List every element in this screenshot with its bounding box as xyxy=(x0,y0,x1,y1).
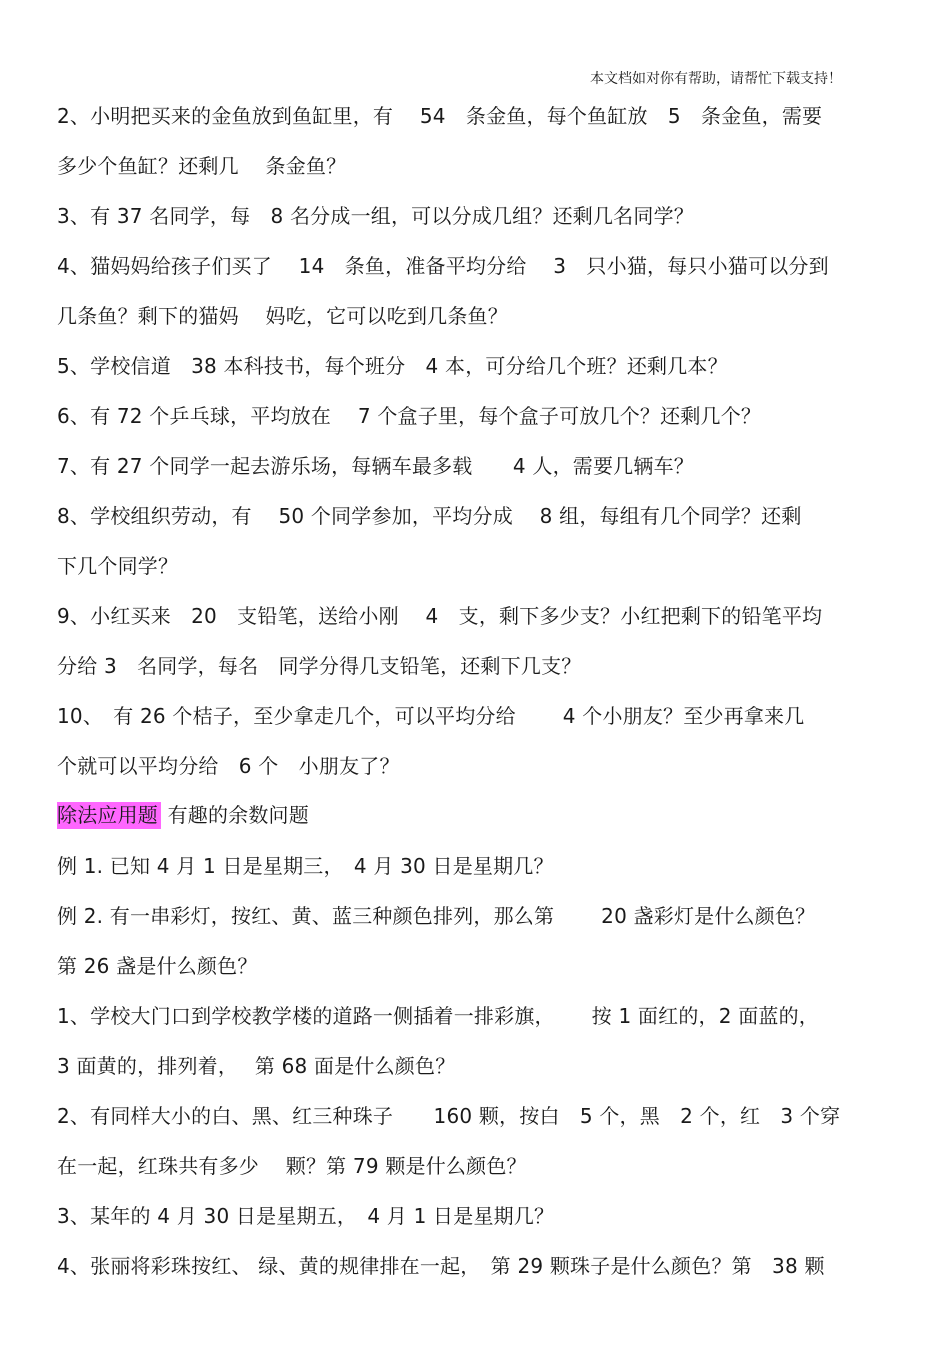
text-line: 多少个鱼缸？还剩几 条金鱼？ xyxy=(57,154,347,178)
text-line: 3、某年的 4 月 30 日是星期五， 4 月 1 日是星期几？ xyxy=(57,1204,555,1228)
header-note: 本文档如对你有帮助，请帮忙下载支持！ xyxy=(590,71,842,87)
section-title: 有趣的余数问题 xyxy=(167,803,309,827)
text-line: 8、学校组织劳动，有 50 个同学参加，平均分成 8 组，每组有几个同学？还剩 xyxy=(57,504,802,528)
section-highlight-label: 除法应用题 xyxy=(57,802,161,829)
text-line: 7、有 27 个同学一起去游乐场，每辆车最多载 4 人，需要几辆车？ xyxy=(57,454,694,478)
text-line: 几条鱼？剩下的猫妈 妈吃，它可以吃到几条鱼？ xyxy=(57,304,508,328)
text-line: 6、有 72 个乒乓球，平均放在 7 个盒子里，每个盒子可放几个？还剩几个？ xyxy=(57,404,762,428)
text-line: 10、 有 26 个桔子，至少拿走几个，可以平均分给 4 个小朋友？至少再拿来几 xyxy=(57,704,805,728)
text-line: 个就可以平均分给 6 个 小朋友了？ xyxy=(57,754,400,778)
text-line: 例 1. 已知 4 月 1 日是星期三， 4 月 30 日是星期几？ xyxy=(57,854,554,878)
text-line: 4、张丽将彩珠按红、 绿、黄的规律排在一起， 第 29 颗珠子是什么颜色？第 38 颗 xyxy=(57,1254,825,1278)
text-line: 分给 3 名同学，每名 同学分得几支铅笔，还剩下几支？ xyxy=(57,654,582,678)
text-line: 例 2. 有一串彩灯，按红、黄、蓝三种颜色排列，那么第 20 盏彩灯是什么颜色？ xyxy=(57,904,816,928)
text-line: 第 26 盏是什么颜色？ xyxy=(57,954,258,978)
text-line: 下几个同学？ xyxy=(57,554,179,578)
section-heading xyxy=(57,801,907,829)
text-line: 2、有同样大小的白、黑、红三种珠子 160 颗，按白 5 个，黑 2 个，红 3 个穿 xyxy=(57,1104,841,1128)
text-line: 3、有 37 名同学，每 8 名分成一组，可以分成几组？还剩几名同学？ xyxy=(57,204,694,228)
text-line: 1、学校大门口到学校教学楼的道路一侧插着一排彩旗， 按 1 面红的，2 面蓝的， xyxy=(57,1004,820,1028)
text-line: 2、小明把买来的金鱼放到鱼缸里，有 54 条金鱼，每个鱼缸放 5 条金鱼，需要 xyxy=(57,104,823,128)
text-line: 在一起，红珠共有多少 颗？第 79 颗是什么颜色？ xyxy=(57,1154,527,1178)
text-line: 5、学校信道 38 本科技书，每个班分 4 本，可分给几个班？还剩几本？ xyxy=(57,354,728,378)
text-line: 9、小红买来 20 支铅笔，送给小刚 4 支，剩下多少支？小红把剩下的铅笔平均 xyxy=(57,604,823,628)
text-line: 4、猫妈妈给孩子们买了 14 条鱼，准备平均分给 3 只小猫，每只小猫可以分到 xyxy=(57,254,829,278)
text-line: 3 面黄的，排列着， 第 68 面是什么颜色？ xyxy=(57,1054,456,1078)
